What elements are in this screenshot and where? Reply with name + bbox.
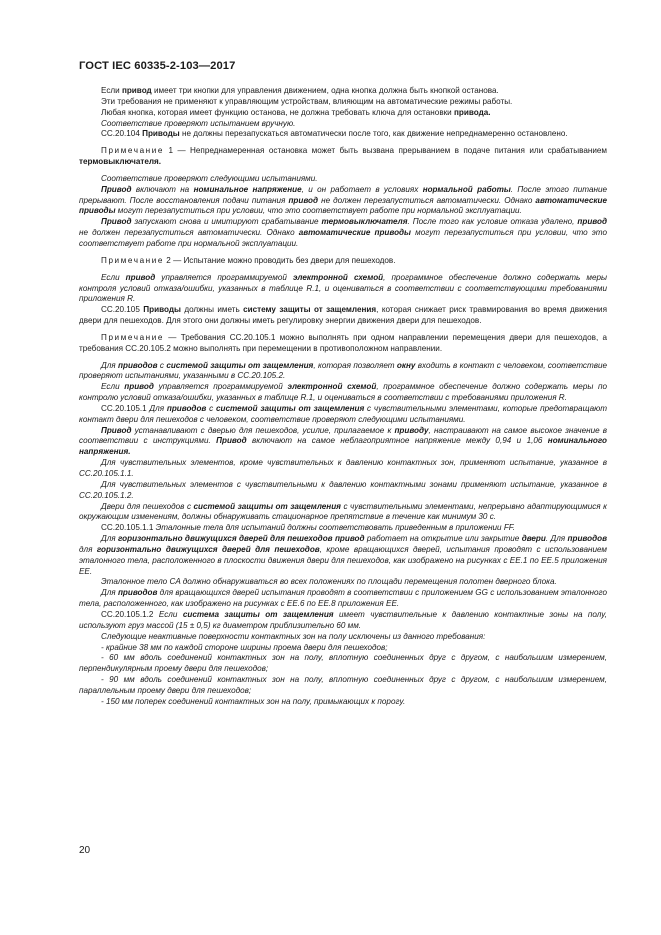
- text-run: имеет три кнопки для управления движением, одна кнопка должна быть кнопкой останова.: [151, 86, 499, 95]
- paragraph: [79, 675, 607, 697]
- paragraph: [79, 523, 607, 534]
- paragraph: [79, 273, 607, 306]
- bold-term: термовыключателя.: [79, 157, 162, 167]
- bold-term: Привод: [101, 425, 132, 435]
- page-header: ГОСТ IEC 60335-2-103—2017: [79, 60, 236, 72]
- bold-term: двери: [521, 534, 546, 544]
- text-run: включают на самое неблагоприятное напряжение между 0,94 и 1,06: [246, 436, 548, 446]
- paragraph: [79, 119, 607, 130]
- text-run: не должен перезапуститься автоматически. Однако: [318, 195, 536, 205]
- text-run: , настраивают на самое высокое значение в соответствии с инструкциями.: [79, 425, 607, 446]
- bold-term: привод: [125, 272, 156, 282]
- paragraph: [79, 577, 607, 588]
- text-run: , кроме вращающихся дверей, испытания проводят с использованием эталонного тела, расположенного в плоскости движения двери для пешеходов, как изображено на рисунках с EE.1 по EE.5 приложения EE.: [79, 544, 608, 576]
- note-label: Примечание: [101, 255, 165, 265]
- bold-term: приводов: [166, 403, 207, 413]
- text-run: с чувствительными элементами, непрерывно адаптирующимися к окружающим изменениям, должны обнаруживать стационарное препятствие в течение как минимум 30 с.: [79, 501, 607, 522]
- text-run: . Для: [545, 534, 568, 544]
- text-run: Для чувствительных элементов с чувствительными к давлению контактными зонами применяют испытание, указанное в CC.20.105.1.2.: [79, 479, 607, 500]
- text-run: — Требования CC.20.105.1 можно выполнять при одном направлении перемещения двери для пешеходов, а требования CC.20.105.2 можно выполнять при перемещении в противоположном направлении.: [79, 332, 607, 353]
- text-run: включают на: [131, 184, 194, 194]
- text-run: Эталонное тело CA должно обнаруживаться во всех положениях по площади перемещения полотен дверного блока.: [101, 577, 557, 587]
- bold-term: привод: [288, 195, 319, 205]
- text-run: Эти требования не применяют к управляющим устройствам, влияющим на автоматические режимы работы.: [101, 96, 513, 106]
- paragraph: [79, 361, 607, 383]
- text-run: Если: [101, 86, 122, 95]
- paragraph: [79, 458, 607, 480]
- bold-term: системой защиты от защемления: [215, 403, 365, 413]
- text-run: могут перезапуститься при условии, что это соответствует работе при нормальной эксплуатации.: [115, 206, 522, 216]
- text-run: входить в контакт с человеком, соответствие проверяют испытаниями, указанными в CC.20.105.2.: [79, 360, 608, 381]
- paragraph: [79, 185, 607, 218]
- text-run: с: [157, 360, 167, 370]
- bold-term: автоматические приводы: [79, 195, 608, 216]
- text-run: CC.20.104: [101, 129, 143, 139]
- paragraph: [79, 632, 607, 643]
- text-run: должны иметь: [180, 305, 244, 315]
- paragraph: [79, 502, 607, 524]
- text-run: Соответствие проверяют испытанием вручную.: [101, 118, 296, 128]
- paragraph: [79, 534, 607, 577]
- note-paragraph: [79, 333, 607, 355]
- paragraph: [79, 86, 607, 97]
- text-run: запускают снова и имитируют срабатывание: [131, 217, 322, 227]
- page-number: 20: [79, 845, 91, 856]
- bold-term: горизонтально движущихся дверей для пешеходов привод: [118, 534, 365, 544]
- text-run: - 90 мм вдоль соединений контактных зон на полу, вплотную соединенных друг с другом, с наибольшим измерением, параллельным проему двери для пешеходов;: [79, 675, 607, 695]
- text-run: , которая позволяет: [313, 360, 397, 370]
- text-run: управляется программируемой: [155, 272, 293, 282]
- text-run: CC.20.105.1: [101, 403, 150, 413]
- bold-term: привода.: [453, 107, 491, 117]
- bold-term: термовыключателя: [321, 217, 408, 227]
- note-paragraph: [79, 146, 607, 168]
- paragraph: [79, 588, 607, 610]
- text-run: управляется программируемой: [153, 382, 288, 392]
- paragraph: [79, 129, 607, 140]
- text-run: Если: [158, 609, 183, 619]
- bold-term: окну: [396, 360, 416, 370]
- text-run: устанавливают с дверью для пешеходов, усилие, прилагаемое к: [131, 425, 395, 435]
- text-run: , программное обеспечение должно содержать меры контроля условий отказа/ошибки, указанных в таблице R.1, и оцениваться в соответствии с соответствующими требованиями приложения R.: [79, 272, 607, 304]
- text-run: Если: [101, 272, 126, 282]
- text-run: - 60 мм вдоль соединений контактных зон на полу, вплотную соединенных друг с другом, с наибольшим измерением, перпендикулярным проему двери для пешеходов;: [79, 653, 607, 674]
- bold-term: номинального напряжения.: [79, 436, 607, 457]
- text-run: - крайние 38 мм по каждой стороне ширины проема двери для пешеходов;: [101, 642, 388, 652]
- paragraph: [79, 382, 607, 404]
- document-body: [79, 86, 607, 708]
- text-run: Для чувствительных элементов, кроме чувствительных к давлению контактных зон, применяют испытание, указанное в CC.20.105.1.1.: [79, 458, 607, 478]
- note-label: Примечание: [101, 146, 165, 156]
- bold-term: Привод: [101, 184, 132, 194]
- paragraph: [79, 610, 607, 632]
- text-run: . После того как условие отказа удалено,: [407, 217, 578, 227]
- text-run: Если: [101, 382, 125, 392]
- bold-term: приводу: [394, 425, 429, 435]
- text-run: Эталонные тела для испытаний должны соответствовать приведенным в приложении FF.: [155, 523, 515, 533]
- text-run: могут перезапуститься при условии, что это соответствует работе при нормальной эксплуатации.: [79, 228, 607, 248]
- bold-term: системой защиты от защемления: [166, 360, 314, 370]
- paragraph: [79, 653, 607, 675]
- bold-term: Приводы: [143, 305, 181, 315]
- text-run: не должен перезапуститься автоматически. Однако: [79, 228, 299, 238]
- bold-term: электронной схемой: [292, 272, 384, 282]
- bold-term: привод: [121, 86, 152, 95]
- text-run: Соответствие проверяют следующими испытаниями.: [101, 173, 318, 183]
- bold-term: приводов: [118, 360, 158, 370]
- text-run: CC.20.105: [101, 305, 144, 315]
- text-run: 1 — Непреднамеренная остановка может быть вызвана прерыванием в подаче питания или срабатыванием: [164, 146, 607, 156]
- bold-term: система защиты от защемления: [182, 609, 334, 619]
- text-run: Следующие неактивные поверхности контактных зон на полу исключены из данного требования:: [101, 631, 486, 641]
- text-run: Двери для пешеходов с: [101, 501, 194, 511]
- text-run: с: [206, 403, 216, 413]
- text-run: , которая снижает риск травмирования во время движения двери для пешеходов. Для этого они должны иметь регулировку энергии движения двери для пешеходов.: [79, 305, 607, 326]
- paragraph: [79, 643, 607, 654]
- text-run: 2 — Испытание можно проводить без двери для пешеходов.: [164, 255, 396, 265]
- paragraph: [79, 480, 607, 502]
- text-run: с чувствительными элементами, которые предотвращают контакт двери для пешеходов с человеком, соответствие проверяют следующими испытаниями.: [79, 403, 607, 424]
- paragraph: [79, 404, 607, 426]
- paragraph: [79, 108, 607, 119]
- text-run: , и он работает в условиях: [301, 184, 423, 194]
- text-run: Для: [101, 360, 119, 370]
- text-run: для: [79, 544, 97, 554]
- bold-term: номинальное напряжение: [193, 184, 302, 194]
- text-run: не должны перезапускаться автоматически после того, как движение непреднамеренно остановлено.: [179, 129, 568, 139]
- note-label: Примечание: [101, 332, 165, 342]
- paragraph: [79, 217, 607, 250]
- paragraph: [79, 697, 607, 708]
- bold-term: электронной схемой: [287, 382, 377, 392]
- bold-term: Привод: [101, 217, 132, 227]
- bold-term: привод: [124, 382, 154, 392]
- text-run: CC.20.105.1.2: [101, 609, 159, 619]
- text-run: Для: [149, 403, 167, 413]
- bold-term: Приводы: [142, 129, 180, 139]
- paragraph: [79, 97, 607, 108]
- text-run: работает на открытие или закрытие: [364, 534, 522, 544]
- text-run: Для: [101, 534, 119, 544]
- text-run: Любая кнопка, которая имеет функцию останова, не должна требовать ключа для остановки: [101, 107, 454, 117]
- text-run: . После этого питание прерывают. После восстановления подачи питания: [79, 184, 607, 205]
- text-run: - 150 мм поперек соединений контактных зон на полу, примыкающих к порогу.: [101, 696, 406, 706]
- text-run: имеет чувствительные к давлению контактные зоны на полу, используют груз массой (15 ± 0,5) кг диаметром приблизительно 60 мм.: [79, 609, 607, 630]
- paragraph: [79, 426, 607, 459]
- text-run: Для: [101, 588, 118, 598]
- bold-term: систему защиты от защемления: [243, 305, 377, 315]
- note-paragraph: [79, 256, 607, 267]
- paragraph: [79, 305, 607, 327]
- bold-term: приводов: [567, 534, 607, 544]
- text-run: для вращающихся дверей испытания проводят в соответствии с приложением GG с использованием эталонного тела, расположенного, как изображено на рисунках с EE.6 по EE.8 приложения EE.: [79, 588, 607, 609]
- text-run: , программное обеспечение должно содержать меры по контролю условий отказа/ошибки, указанных в таблице R.1, и оцениваться в соответствии с требованиями приложения R.: [79, 382, 608, 403]
- bold-term: приводов: [117, 588, 158, 598]
- bold-term: нормальной работы: [422, 184, 511, 194]
- paragraph: [79, 174, 607, 185]
- bold-term: Привод: [216, 436, 247, 446]
- text-run: CC.20.105.1.1: [101, 523, 156, 533]
- bold-term: горизонтально движущихся дверей для пешеходов: [96, 544, 320, 554]
- bold-term: системой защиты от защемления: [193, 501, 341, 511]
- bold-term: привод: [577, 217, 608, 227]
- bold-term: автоматические приводы: [298, 228, 411, 238]
